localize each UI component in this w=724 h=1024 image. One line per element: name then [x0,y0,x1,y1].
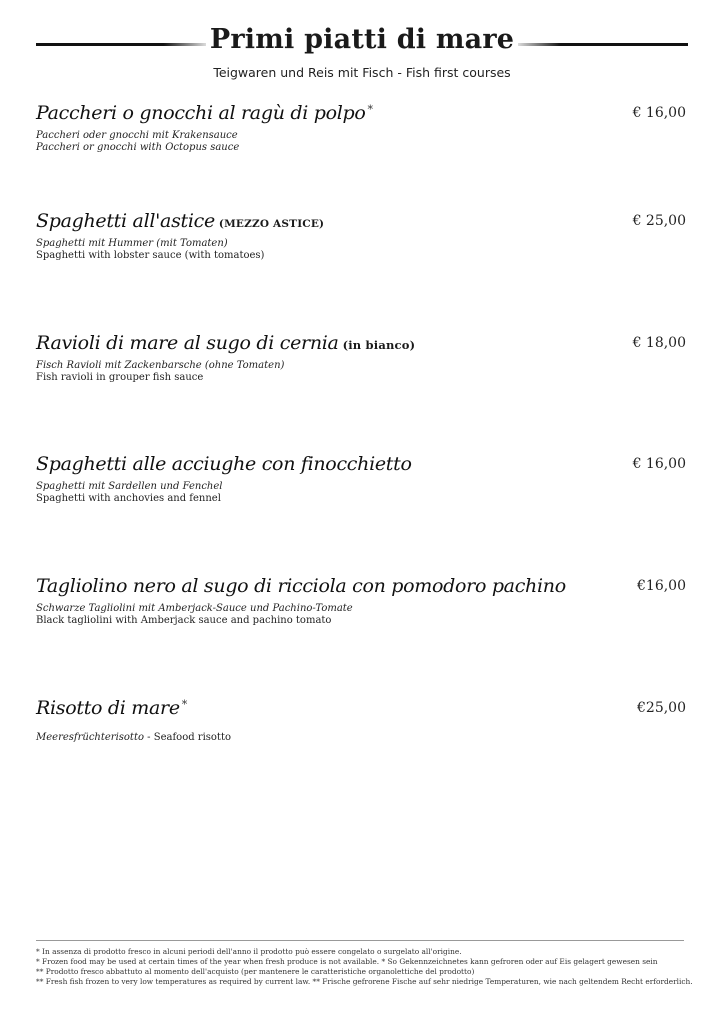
dish-description-german: Fisch Ravioli mit Zackenbarsche (ohne Tomaten) [36,360,285,371]
dish-description-english: - Seafood risotto [144,732,231,743]
dish-price: € 18,00 [632,335,686,351]
dish-description-german: Spaghetti mit Sardellen und Fenchel [36,481,223,492]
dish-description-english: Spaghetti with lobster sauce (with tomatoes) [36,250,265,261]
dish-name: Spaghetti alle acciughe con finocchietto [36,453,412,475]
dish-asterisk: * [367,102,374,116]
dish-price: €16,00 [637,578,686,594]
footnote-line: * Frozen food may be used at certain times of the year when fresh produce is not available. * So Gekennzeichnetes kann gefroren oder auf Eis gelagert gewesen sein [36,957,658,966]
footnote-line: ** Fresh fish frozen to very low temperatures as required by current law. ** Frische gefrorene Fische auf sehr niedrige Temperaturen, wie nach geltendem Recht erforderlich. [36,977,693,986]
dish-description-german: Spaghetti mit Hummer (mit Tomaten) [36,238,228,249]
dish-description-english: Spaghetti with anchovies and fennel [36,493,221,504]
dish-item [36,102,686,153]
dish-description-english: Fish ravioli in grouper fish sauce [36,372,204,383]
dish-price: € 16,00 [632,105,686,121]
dish-name: Tagliolino nero al sugo di ricciola con pomodoro pachino [36,575,566,597]
dish-price: € 25,00 [632,213,686,229]
dish-item [36,210,686,261]
dish-name: Paccheri o gnocchi al ragù di polpo [36,102,366,124]
dish-name: Spaghetti all'astice [36,210,215,232]
page-subtitle: Teigwaren und Reis mit Fisch - Fish first courses [213,65,511,80]
footnotes [36,947,696,987]
footer-divider [36,940,684,941]
dish-item [36,332,686,383]
footnote-line: ** Prodotto fresco abbattuto al momento dell'acquisto (per mantenere le caratteristiche organolettiche del prodotto) [36,967,475,976]
dish-description-german: Schwarze Tagliolini mit Amberjack-Sauce und Pachino-Tomate [36,603,353,614]
dish-item [36,697,686,744]
dish-description-german: Meeresfrüchterisotto [36,732,144,743]
dish-price: €25,00 [637,700,686,716]
page-title: Primi piatti di mare [209,24,515,55]
dish-description-english: Paccheri or gnocchi with Octopus sauce [36,142,240,153]
dish-description-english: Black tagliolini with Amberjack sauce and pachino tomato [36,615,332,626]
dish-note: (in bianco) [342,338,416,352]
dish-asterisk: * [181,697,188,711]
menu-header [0,22,724,92]
footnote-line: * In assenza di prodotto fresco in alcuni periodi dell'anno il prodotto può essere congelato o surgelato all'origine. [36,947,462,956]
dish-price: € 16,00 [632,456,686,472]
dish-note: (MEZZO ASTICE) [218,218,325,230]
dish-name: Risotto di mare [36,697,180,719]
dish-item [36,575,686,626]
dish-item [36,453,686,504]
dish-name: Ravioli di mare al sugo di cernia [36,332,339,354]
dish-description-german: Paccheri oder gnocchi mit Krakensauce [36,130,238,141]
